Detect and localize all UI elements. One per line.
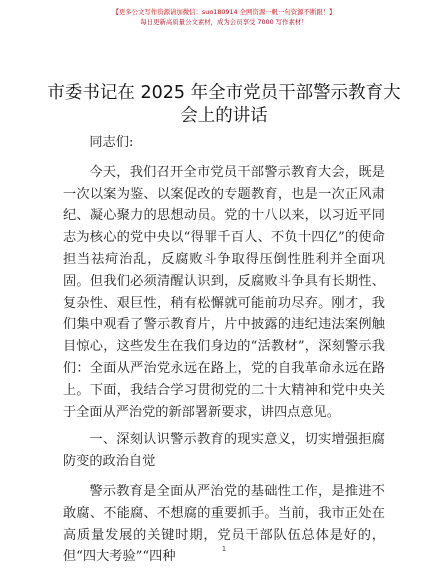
document-body bbox=[63, 132, 385, 574]
promo-line-1: 【更多公文写作资源请加微信：suo180914 全网资源一帆一句资源不断跟！】 bbox=[112, 8, 336, 16]
paragraph-intro: 今天，我们召开全市党员干部警示教育大会，既是一次以案为鉴、以案促改的专题教育，也是一次正风肃纪、凝心聚力的思想动员。党的十八以来，以习近平同志为核心的党中央以“得罪千百人、不负十四亿”的使命担当祛疴治乱，反腐败斗争取得压倒性胜利并全面巩固。但我们必须清醒认识到，反腐败斗争具有长期性、复杂性、艰巨性，稍有松懈就可能前功尽弃。刚才，我们集中观看了警示教育片，片中披露的违纪违法案例触目惊心，这些发生在我们身边的“活教材”，深刻警示我们：全面从严治党永远在路上，党的自我革命永远在路上。下面，我结合学习贯彻党的二十大精神和党中央关于全面从严治党的新部署新要求，讲四点意见。 bbox=[63, 164, 385, 420]
page-number: 1 bbox=[221, 545, 227, 553]
paragraph-section-1: 警示教育是全面从严治党的基础性工作，是推进不敢腐、不能腐、不想腐的重要抓手。当前，我市正处在高质量发展的关键时期，党员干部队伍总体是好的，但“四大考验”“四种 bbox=[63, 483, 385, 565]
document-title: 市委书记在 2025 年全市党员干部警示教育大会上的讲话 bbox=[47, 83, 401, 126]
promo-banner bbox=[0, 7, 448, 27]
greeting: 同志们: bbox=[89, 135, 134, 150]
section-heading-1: 一、深刻认识警示教育的现实意义，切实增强拒腐防变的政治自觉 bbox=[63, 432, 385, 470]
promo-line-2: 每日更新高质量公文素材，成为会员享受 7000 写作素材！ bbox=[140, 18, 308, 26]
